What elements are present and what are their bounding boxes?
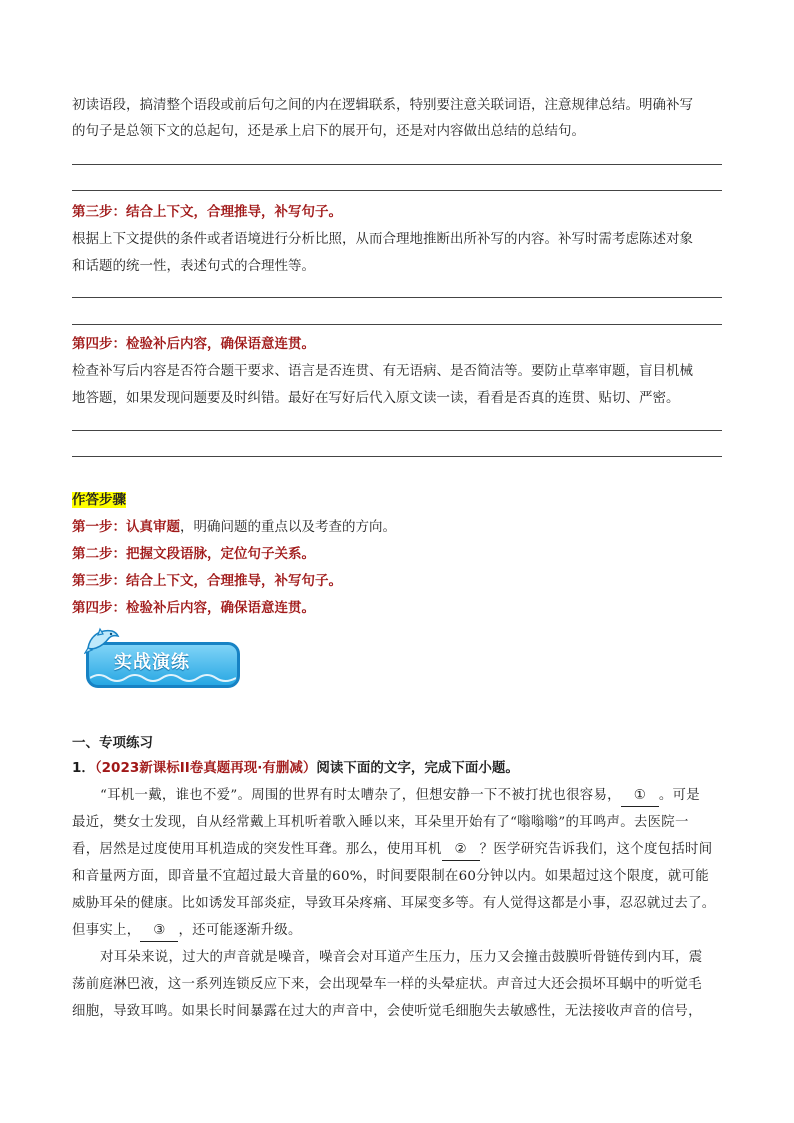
passage-line: 对耳朵来说，过大的声音就是噪音，噪音会对耳道产生压力，压力又会撞击鼓膜听骨链传到内耳，震 xyxy=(100,950,703,965)
blank-2[interactable]: ② xyxy=(442,840,480,861)
passage-text: ？医学研究告诉我们，这个度包括时间 xyxy=(479,842,713,857)
answer-step-1-text: ，明确问题的重点以及考查的方向。 xyxy=(180,519,396,535)
step2-text-line-2: 的句子是总领下文的总起句，还是承上启下的展开句，还是对内容做出总结的总结句。 xyxy=(72,123,585,139)
passage-line xyxy=(72,921,722,942)
passage-text: ，还可能逐渐升级。 xyxy=(178,923,302,938)
question-source: （2023新课标II卷真题再现·有删减） xyxy=(94,760,317,776)
answer-line xyxy=(72,430,722,431)
step4-text-line-2: 地答题，如果发现问题要及时纠错。最好在写好后代入原文读一读，看看是否真的连贯、贴切、严密。 xyxy=(72,390,680,406)
step3-heading: 第三步：结合上下文，合理推导，补写句子。 xyxy=(72,204,342,220)
passage-line xyxy=(100,786,722,807)
passage-line xyxy=(72,840,722,861)
badge-label: 实战演练 xyxy=(114,652,190,673)
practice-badge xyxy=(84,634,244,694)
passage-text: 看，居然是过度使用耳机造成的突发性耳聋。那么，使用耳机 xyxy=(72,842,442,857)
answer-line xyxy=(72,164,722,165)
answer-step-1 xyxy=(72,517,722,537)
section-title: 一、专项练习 xyxy=(72,735,153,751)
answer-step-2: 第二步：把握文段语脉，定位句子关系。 xyxy=(72,546,315,562)
answer-steps-title-text: 作答步骤 xyxy=(72,492,126,508)
step4-heading: 第四步：检验补后内容，确保语意连贯。 xyxy=(72,336,315,352)
answer-line xyxy=(72,297,722,298)
step3-text-line-2: 和话题的统一性，表述句式的合理性等。 xyxy=(72,258,315,274)
step2-text-line-1: 初读语段，搞清整个语段或前后句之间的内在逻辑联系，特别要注意关联词语，注意规律总结。明确补写 xyxy=(72,97,693,113)
passage-line: 细胞，导致耳鸣。如果长时间暴露在过大的声音中，会使听觉毛细胞失去敏感性，无法接收声音的信号， xyxy=(72,1004,702,1019)
question-instruction: 阅读下面的文字，完成下面小题。 xyxy=(316,760,519,776)
answer-line xyxy=(72,324,722,325)
answer-steps-title xyxy=(72,490,722,510)
passage-text: “耳机一戴，谁也不爱”。周围的世界有时太嘈杂了，但想安静一下不被打扰也很容易， xyxy=(100,788,621,803)
blank-3[interactable]: ③ xyxy=(140,921,178,942)
answer-step-4: 第四步：检验补后内容，确保语意连贯。 xyxy=(72,600,315,616)
step3-text-line-1: 根据上下文提供的条件或者语境进行分析比照，从而合理地推断出所补写的内容。补写时需考虑陈述对象 xyxy=(72,231,693,247)
blank-1[interactable]: ① xyxy=(621,786,659,807)
passage-line: 最近，樊女士发现，自从经常戴上耳机听着歌入睡以来，耳朵里开始有了“嗡嗡嗡”的耳鸣声。去医院一 xyxy=(72,815,689,830)
passage-text: 。可是 xyxy=(658,788,700,803)
passage-line: 和音量两方面，即音量不宜超过最大音量的60%，时间要限制在60分钟以内。如果超过这个限度，就可能 xyxy=(72,869,709,884)
answer-step-1-label: 第一步：认真审题 xyxy=(72,519,180,535)
passage-line: 威胁耳朵的健康。比如诱发耳部炎症，导致耳朵疼痛、耳屎变多等。有人觉得这都是小事，忍忍就过去了。 xyxy=(72,896,716,911)
passage-text: 但事实上， xyxy=(72,923,141,938)
answer-line xyxy=(72,456,722,457)
question-1-header xyxy=(72,758,722,778)
step4-text-line-1: 检查补写后内容是否符合题干要求、语言是否连贯、有无语病、是否简洁等。要防止草率审题，盲目机械 xyxy=(72,363,693,379)
passage-line: 荡前庭淋巴液，这一系列连锁反应下来，会出现晕车一样的头晕症状。声音过大还会损坏耳蜗中的听觉毛 xyxy=(72,977,702,992)
question-number: 1． xyxy=(72,760,95,776)
answer-step-3: 第三步：结合上下文，合理推导，补写句子。 xyxy=(72,573,342,589)
answer-line xyxy=(72,190,722,191)
